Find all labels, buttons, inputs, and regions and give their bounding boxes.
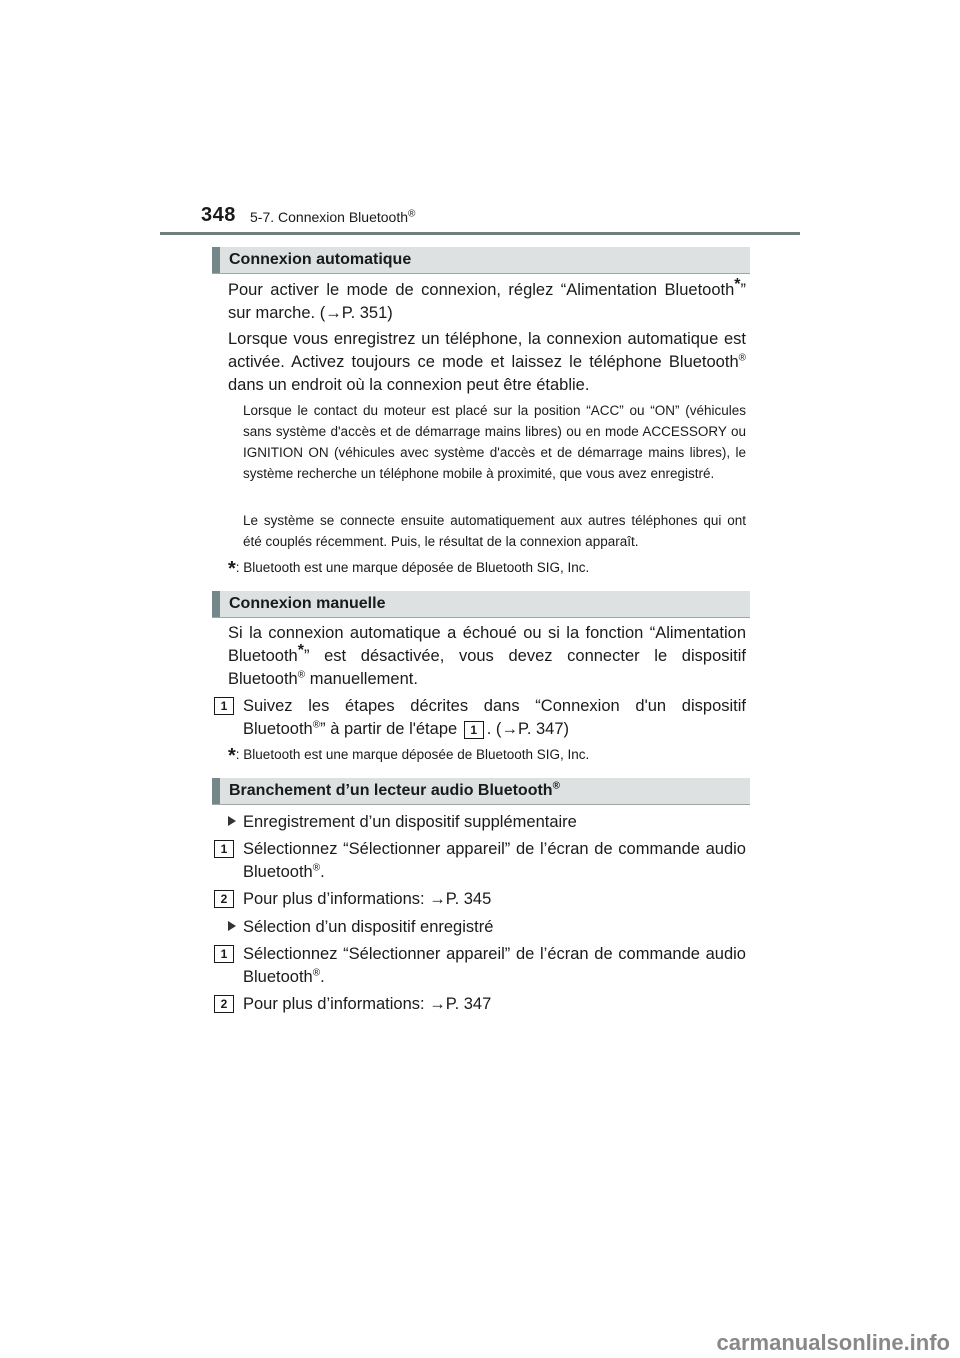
step-number-badge: 2: [214, 890, 234, 908]
auto-note-2: Le système se connecte ensuite automatiquement aux autres téléphones qui ont été couplés récemment. Puis, le résultat de la connexion apparaît.: [243, 513, 746, 549]
bullet-additional-device: Enregistrement d’un dispositif supplémentaire: [228, 811, 577, 834]
section-heading-auto: Connexion automatique: [212, 247, 750, 273]
auto-note-1: Lorsque le contact du moteur est placé sur la position “ACC” ou “ON” (véhicules sans système d'accès et de démarrage mains libres) ou en mode ACCESSORY ou IGNITION ON (véhicules avec système d'accès et de démarrage mains libres), le système recherche un téléphone mobile à proximité, que vous avez enregistré.: [243, 403, 746, 481]
header-rule: [160, 232, 800, 235]
step-number-badge: 1: [214, 697, 234, 715]
chapter-title: 5-7. Connexion Bluetooth®: [250, 208, 416, 225]
step-number-badge: 1: [214, 945, 234, 963]
page-number: 348: [201, 204, 236, 226]
triangle-bullet-icon: [228, 921, 236, 931]
manual-paragraph: Si la connexion automatique a échoué ou si la fonction “Alimentation Bluetooth*” est désactivée, vous devez connecter le dispositif Bluetooth® manuellement.: [228, 624, 746, 688]
step-number-badge: 1: [214, 840, 234, 858]
arrow-icon: →: [429, 890, 446, 908]
auto-paragraph-2: Lorsque vous enregistrez un téléphone, la connexion automatique est activée. Activez toujours ce mode et laissez le téléphone Bluetooth® dans un endroit où la connexion peut être établie.: [228, 330, 746, 394]
step-reference-badge: 1: [464, 721, 484, 739]
arrow-icon: →: [325, 304, 342, 322]
arrow-icon: →: [501, 720, 518, 738]
manual-step-text: Suivez les étapes décrites dans “Connexion d'un dispositif Bluetooth®” à partir de l'étape 1 . (→P. 347): [243, 697, 746, 738]
audio-step-1-text: Sélectionnez “Sélectionner appareil” de l’écran de commande audio Bluetooth®.: [243, 840, 746, 881]
auto-paragraph-1: Pour activer le mode de connexion, réglez “Alimentation Bluetooth*” sur marche. (→P. 351): [228, 276, 746, 322]
arrow-icon: →: [429, 995, 446, 1013]
bullet-registered-device: Sélection d’un dispositif enregistré: [228, 916, 493, 939]
watermark: carmanualsonline.info: [716, 1330, 950, 1355]
auto-footnote: *: Bluetooth est une marque déposée de Bluetooth SIG, Inc.: [228, 558, 590, 580]
manual-footnote: *: Bluetooth est une marque déposée de Bluetooth SIG, Inc.: [228, 745, 590, 767]
audio-step-3-text: Sélectionnez “Sélectionner appareil” de l’écran de commande audio Bluetooth®.: [243, 945, 746, 986]
audio-step-2-text: Pour plus d’informations: →P. 345: [243, 890, 492, 908]
section-heading-audio: Branchement d’un lecteur audio Bluetooth®: [212, 778, 750, 804]
step-number-badge: 2: [214, 995, 234, 1013]
triangle-bullet-icon: [228, 816, 236, 826]
audio-step-4-text: Pour plus d’informations: →P. 347: [243, 995, 492, 1013]
section-heading-manual: Connexion manuelle: [212, 591, 750, 617]
